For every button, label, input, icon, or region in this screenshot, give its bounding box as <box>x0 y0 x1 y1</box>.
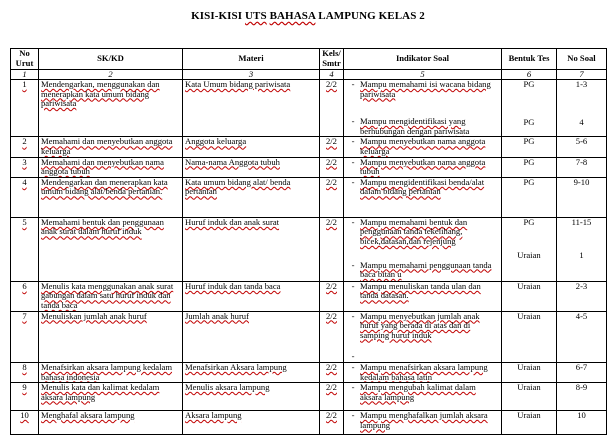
kelas-smtr-cell <box>320 281 344 311</box>
no-soal-value: 9-10 <box>573 177 590 187</box>
bentuk-tes-value: PG <box>523 177 535 187</box>
kelas-smtr-cell <box>320 362 344 382</box>
table-row <box>11 217 607 281</box>
sk-kd-cell <box>39 362 183 382</box>
no-soal-cell <box>557 311 607 362</box>
indicator-text: Mampu memahami isi wacana bidang pariwisata <box>360 79 491 99</box>
row-number-cell-text: 10 <box>20 410 29 421</box>
sk-kd-cell <box>39 157 183 177</box>
indicator-item <box>344 352 501 362</box>
bentuk-tes-cell <box>502 137 557 157</box>
no-soal-value: 4 <box>579 116 584 127</box>
sk-kd-cell <box>39 383 183 411</box>
materi-cell <box>183 362 320 382</box>
indicator-item <box>344 312 501 341</box>
bentuk-tes-value: PG <box>523 79 535 89</box>
title-prefix: KISI-KISI <box>191 10 243 22</box>
title-uts: UTS <box>245 10 267 22</box>
no-soal-cell <box>557 383 607 411</box>
kelas-smtr-cell <box>320 80 344 137</box>
no-soal-value: 5-6 <box>575 136 588 147</box>
sk-kd-cell <box>39 411 183 435</box>
table-body <box>11 80 607 435</box>
header-no-urut: No Urut <box>11 49 39 70</box>
sk-kd-cell-text: Menafsirkan aksara lampung kedalam bahasa indonesia <box>41 362 173 382</box>
kelas-smtr-cell <box>320 157 344 177</box>
indicator-item <box>344 282 501 301</box>
table-row <box>11 137 607 157</box>
indicator-text: Mampu menyebutkan nama anggota tubuh <box>360 157 486 177</box>
column-number: 3 <box>183 70 320 80</box>
no-soal-value: 11-15 <box>571 217 592 227</box>
indicator-item <box>344 158 501 177</box>
document-title <box>0 10 616 22</box>
kelas-smtr-cell-text: 2/2 <box>326 311 337 321</box>
row-number-cell-text: 3 <box>22 157 27 167</box>
no-soal-value: 1-3 <box>575 79 588 89</box>
indicator-text: Mampu mengidentifikasi yang berhubungan dengan pariwisata <box>360 116 470 136</box>
indicator-text: Mampu menyebutkan nama anggota keluarga <box>360 136 486 156</box>
table-row <box>11 383 607 411</box>
bullet-dash: - <box>351 281 355 291</box>
indikator-cell <box>344 411 502 435</box>
header-row <box>11 49 607 70</box>
no-soal-value: 2-3 <box>575 281 588 291</box>
materi-cell <box>183 157 320 177</box>
kelas-smtr-cell <box>320 311 344 362</box>
no-soal-value: 1 <box>579 250 584 261</box>
row-number-cell <box>11 137 39 157</box>
indikator-cell <box>344 177 502 217</box>
table-row <box>11 80 607 137</box>
indicator-item <box>344 383 501 402</box>
table-row <box>11 157 607 177</box>
materi-cell-text: Nama-nama Anggota tubuh <box>185 157 280 167</box>
sk-kd-cell-text: Memahami dan menyebutkan nama anggota tubuh <box>41 157 164 177</box>
row-number-cell <box>11 411 39 435</box>
indicator-item <box>344 178 501 197</box>
indikator-cell <box>344 217 502 281</box>
bentuk-tes-value <box>504 343 554 353</box>
kelas-smtr-cell-text: 2/2 <box>326 382 337 393</box>
bentuk-tes-cell <box>502 80 557 137</box>
bullet-dash: - <box>351 259 355 270</box>
sk-kd-cell <box>39 177 183 217</box>
sk-kd-cell-text: Mendengarkan, menggunakan dan menerapkan kata umum bidang pariwisata <box>41 79 160 109</box>
sk-kd-cell <box>39 311 183 362</box>
table-row <box>11 177 607 217</box>
kelas-smtr-cell <box>320 217 344 281</box>
kelas-smtr-cell <box>320 137 344 157</box>
row-number-cell-text: 4 <box>22 177 27 187</box>
bentuk-tes-value: Uraian <box>517 362 541 372</box>
bentuk-tes-cell <box>502 383 557 411</box>
materi-cell-text: Huruf induk dan tanda baca <box>185 281 281 291</box>
bentuk-tes-value: Uraian <box>517 382 541 393</box>
header-kelas-smtr: Kels/ Smtr <box>320 49 344 70</box>
materi-cell <box>183 311 320 362</box>
no-soal-cell <box>557 177 607 217</box>
indicator-text: Mampu mengidentifikasi benda/alat dalam bidang pertanian <box>360 177 485 197</box>
indikator-cell <box>344 311 502 362</box>
sk-kd-cell <box>39 80 183 137</box>
row-number-cell <box>11 177 39 217</box>
bentuk-tes-cell <box>502 157 557 177</box>
materi-cell <box>183 411 320 435</box>
indicator-item <box>344 363 501 382</box>
no-soal-cell <box>557 411 607 435</box>
column-number: 5 <box>344 70 502 80</box>
sk-kd-cell-text: Mendengarkan dan menerapkan kata umum bidang alat/benda pertanian. <box>41 177 168 197</box>
sk-kd-cell-text: Memahami bentuk dan penggunaan anak surat dalam huruf induk <box>41 217 164 237</box>
kelas-smtr-cell-text: 2/2 <box>326 362 337 372</box>
row-number-cell <box>11 157 39 177</box>
sk-kd-cell-text: Menghafal aksara lampung <box>41 410 135 421</box>
materi-cell-text: Menafsirkan Aksara lampung <box>185 362 287 372</box>
bentuk-tes-value: PG <box>523 157 535 167</box>
sk-kd-cell <box>39 281 183 311</box>
indicator-text: Mampu menghafalkan jumlah aksara lampung <box>360 410 488 430</box>
row-number-cell <box>11 217 39 281</box>
indicator-item <box>344 80 501 99</box>
row-number-cell-text: 9 <box>22 382 27 393</box>
materi-cell <box>183 217 320 281</box>
materi-cell-text: Anggota keluarga <box>185 136 247 147</box>
materi-cell <box>183 177 320 217</box>
sk-kd-cell-text: Memahami dan menyebutkan anggota keluarga <box>41 136 173 156</box>
row-number-cell-text: 8 <box>22 362 27 372</box>
kelas-smtr-cell-text: 2/2 <box>326 136 337 147</box>
bullet-dash: - <box>351 410 355 421</box>
bullet-dash: - <box>351 351 355 362</box>
materi-cell-text: Kata Umum bidang pariwisata <box>185 79 291 89</box>
no-soal-value: 7-8 <box>575 157 588 167</box>
bentuk-tes-value: PG <box>523 116 535 127</box>
title-subject: BAHASA <box>269 10 316 22</box>
materi-cell-text: Kata umum bidang alat/ benda pertanian <box>185 177 291 197</box>
no-soal-cell <box>557 80 607 137</box>
column-number: 4 <box>320 70 344 80</box>
bentuk-tes-value: PG <box>523 136 535 147</box>
kisi-kisi-table <box>10 48 607 435</box>
row-number-cell <box>11 362 39 382</box>
indikator-cell <box>344 137 502 157</box>
sk-kd-cell <box>39 217 183 281</box>
header-materi: Materi <box>183 49 320 70</box>
table-row <box>11 311 607 362</box>
materi-cell <box>183 80 320 137</box>
table-row <box>11 411 607 435</box>
bullet-dash: - <box>351 116 355 127</box>
indikator-cell <box>344 157 502 177</box>
header-bentuk-tes: Bentuk Tes <box>502 49 557 70</box>
bullet-dash: - <box>351 217 355 227</box>
row-number-cell-text: 7 <box>22 311 27 321</box>
bullet-dash: - <box>351 79 355 89</box>
kelas-smtr-cell-text: 2/2 <box>326 410 337 421</box>
row-number-cell <box>11 311 39 362</box>
bullet-dash: - <box>351 157 355 167</box>
column-number: 2 <box>39 70 183 80</box>
row-number-cell <box>11 383 39 411</box>
indicator-item <box>344 137 501 156</box>
bullet-dash: - <box>351 177 355 187</box>
bentuk-tes-cell <box>502 411 557 435</box>
materi-cell-text: Huruf induk dan anak surat <box>185 217 280 227</box>
column-number: 7 <box>557 70 607 80</box>
indikator-cell <box>344 80 502 137</box>
column-number-row <box>11 70 607 80</box>
column-number: 1 <box>11 70 39 80</box>
bentuk-tes-value: Uraian <box>517 281 541 291</box>
kelas-smtr-cell-text: 2/2 <box>326 157 337 167</box>
bentuk-tes-cell <box>502 281 557 311</box>
no-soal-value: 10 <box>577 410 586 421</box>
materi-cell-text: Aksara lampung <box>185 410 242 421</box>
bentuk-tes-cell <box>502 362 557 382</box>
indicator-text: Mampu menafsirkan aksara lampung kedalam bahasa latin <box>360 362 488 382</box>
bullet-dash: - <box>351 382 355 393</box>
sk-kd-cell-text: Menulis kata dan kalimat kedalam aksara lampung <box>41 382 160 402</box>
row-number-cell-text: 1 <box>22 79 27 89</box>
header-no-soal: No Soal <box>557 49 607 70</box>
indicator-item <box>344 218 501 247</box>
sk-kd-cell <box>39 137 183 157</box>
row-number-cell-text: 2 <box>22 136 27 147</box>
materi-cell-text: Menulis aksara lampung <box>185 382 270 393</box>
indicator-text: Mampu memahami bentuk dan penggunaan tanda tekelihang, bicek,datasan,dan rejenjung <box>360 217 468 246</box>
sk-kd-cell-text: Menulis kata menggunakan anak surat gabungan dalam satu huruf induk dan tanda baca <box>41 281 174 310</box>
materi-cell <box>183 137 320 157</box>
header-sk-kd: SK/KD <box>39 49 183 70</box>
row-number-cell-text: 6 <box>22 281 27 291</box>
materi-cell <box>183 383 320 411</box>
no-soal-value: 4-5 <box>575 311 588 321</box>
no-soal-cell <box>557 362 607 382</box>
no-soal-value: 8-9 <box>575 382 588 393</box>
no-soal-value: 6-7 <box>575 362 588 372</box>
bentuk-tes-value: PG <box>523 217 535 227</box>
indicator-item <box>344 117 501 136</box>
indicator-text: Mampu menyebutkan jumlah anak huruf yang berada di atas dan di samping huruf induk <box>360 311 480 340</box>
bentuk-tes-value: Uraian <box>517 410 541 421</box>
sk-kd-cell-text: Menuliskan jumlah anak huruf <box>41 311 147 321</box>
indicator-item <box>344 411 501 430</box>
indicator-text: Mampu menuliskan tanda ulan dan tanda datasan. <box>360 281 481 301</box>
row-number-cell <box>11 80 39 137</box>
no-soal-cell <box>557 137 607 157</box>
bentuk-tes-cell <box>502 217 557 281</box>
header-indikator: Indikator Soal <box>344 49 502 70</box>
title-rest: LAMPUNG KELAS 2 <box>318 10 425 22</box>
indikator-cell <box>344 362 502 382</box>
column-number: 6 <box>502 70 557 80</box>
kelas-smtr-cell-text: 2/2 <box>326 79 337 89</box>
bentuk-tes-cell <box>502 177 557 217</box>
bullet-dash: - <box>351 136 355 147</box>
indicator-item <box>344 261 501 280</box>
indicator-text: Mampu mengubah kalimat dalam aksara lampung <box>360 382 476 402</box>
materi-cell-text: Jumlah anak huruf <box>185 311 249 321</box>
bentuk-tes-value: Uraian <box>517 311 541 321</box>
indikator-cell <box>344 383 502 411</box>
table-row <box>11 362 607 382</box>
bullet-dash: - <box>351 362 355 372</box>
row-number-cell <box>11 281 39 311</box>
bentuk-tes-value: Uraian <box>517 250 541 261</box>
no-soal-cell <box>557 157 607 177</box>
indicator-text: Mampu memahami penggunaan tanda baca bitan u <box>360 259 492 280</box>
bullet-dash: - <box>351 311 355 321</box>
kelas-smtr-cell-text: 2/2 <box>326 281 337 291</box>
kelas-smtr-cell <box>320 411 344 435</box>
table-row <box>11 281 607 311</box>
no-soal-cell <box>557 281 607 311</box>
kelas-smtr-cell-text: 2/2 <box>326 217 337 227</box>
kelas-smtr-cell <box>320 383 344 411</box>
indikator-cell <box>344 281 502 311</box>
kelas-smtr-cell <box>320 177 344 217</box>
materi-cell <box>183 281 320 311</box>
no-soal-cell <box>557 217 607 281</box>
no-soal-value <box>559 343 604 353</box>
bentuk-tes-cell <box>502 311 557 362</box>
row-number-cell-text: 5 <box>22 217 27 227</box>
kelas-smtr-cell-text: 2/2 <box>326 177 337 187</box>
